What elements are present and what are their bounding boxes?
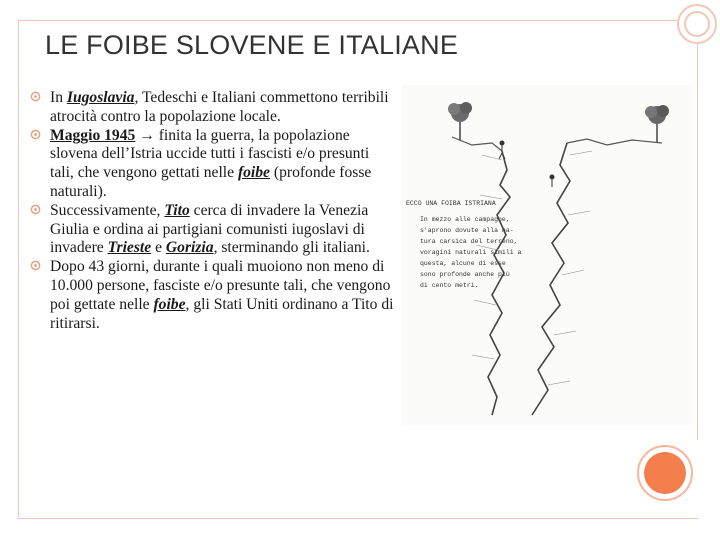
bullet-text-segment: Trieste xyxy=(107,239,152,257)
bullet-text-segment: Iugoslavia xyxy=(66,89,135,106)
bullet-text-segment: → finita la guerra, la popolazione slovena dell’Istria uccide tutti i fascisti e/o presunti tali, che vengono gettati nelle xyxy=(50,126,370,182)
decorative-ring-top-inner xyxy=(684,11,710,37)
bullet-text-segment: foibe xyxy=(237,164,270,182)
frame-right-line xyxy=(697,20,698,440)
svg-text:voragini naturali simili a: voragini naturali simili a xyxy=(420,249,522,256)
svg-text:tura carsica del terreno,: tura carsica del terreno, xyxy=(420,238,518,245)
bullet-list xyxy=(30,89,395,333)
bullet-text-segment: Maggio 1945 xyxy=(50,126,136,144)
foiba-illustration xyxy=(402,85,692,425)
tree-left-icon xyxy=(448,102,472,140)
bullet-item xyxy=(30,258,395,333)
svg-text:sono profonde anche più: sono profonde anche più xyxy=(420,271,510,278)
figures-icon xyxy=(499,141,554,187)
decorative-circle-bottom xyxy=(644,452,686,494)
frame-bottom-line xyxy=(18,518,698,519)
ring-bullet-icon xyxy=(30,91,41,102)
bullet-text-segment: e xyxy=(151,239,166,257)
frame-left-line xyxy=(18,20,19,519)
illustration-caption xyxy=(406,200,522,289)
svg-text:In mezzo alle campagne,: In mezzo alle campagne, xyxy=(420,216,510,223)
bullet-text-segment: Tito xyxy=(164,201,190,219)
bullet-item xyxy=(30,89,395,127)
bullet-text-segment: cerca di invadere la Venezia Giulia e ordina ai partigiani comunisti iugoslavi di invadere xyxy=(50,201,369,257)
bullet-text-segment: In xyxy=(50,89,67,106)
foiba-right-wall xyxy=(532,143,570,415)
ring-bullet-icon xyxy=(30,129,41,140)
foiba-drawing xyxy=(402,85,692,425)
ring-bullet-icon xyxy=(30,204,41,215)
bullet-item xyxy=(30,127,395,202)
svg-text:di cento metri.: di cento metri. xyxy=(420,282,479,289)
bullet-text-segment: , gli Stati Uniti ordinano a Tito di ritirarsi. xyxy=(50,295,394,332)
svg-text:ECCO UNA FOIBA ISTRIANA: ECCO UNA FOIBA ISTRIANA xyxy=(406,200,496,207)
slide-title: LE FOIBE SLOVENE E ITALIANE xyxy=(45,30,459,60)
bullet-text-segment: foibe xyxy=(153,295,186,313)
ring-bullet-icon xyxy=(30,260,41,271)
bullet-text-segment: Dopo 43 giorni, durante i quali muoiono non meno di 10.000 persone, fasciste e/o presunte tali, che vengono poi gettate nelle xyxy=(50,258,391,313)
tree-right-icon xyxy=(645,105,669,142)
bullet-text-segment: , sterminando gli italiani. xyxy=(213,239,370,257)
bullet-text-segment: (profonde fosse naturali). xyxy=(50,164,372,200)
foiba-left-wall xyxy=(488,151,510,415)
frame-top-line xyxy=(18,20,698,21)
bullet-text-segment: , Tedeschi e Italiani commettono terribili atrocità contro la popolazione locale. xyxy=(50,89,389,125)
bullet-item xyxy=(30,202,395,258)
bullet-text-segment: Successivamente, xyxy=(50,201,165,219)
svg-text:s'aprono dovute alla na-: s'aprono dovute alla na- xyxy=(420,227,514,234)
svg-text:questa, alcune di esse: questa, alcune di esse xyxy=(420,260,506,267)
bullet-text-segment: Gorizia xyxy=(165,239,214,257)
